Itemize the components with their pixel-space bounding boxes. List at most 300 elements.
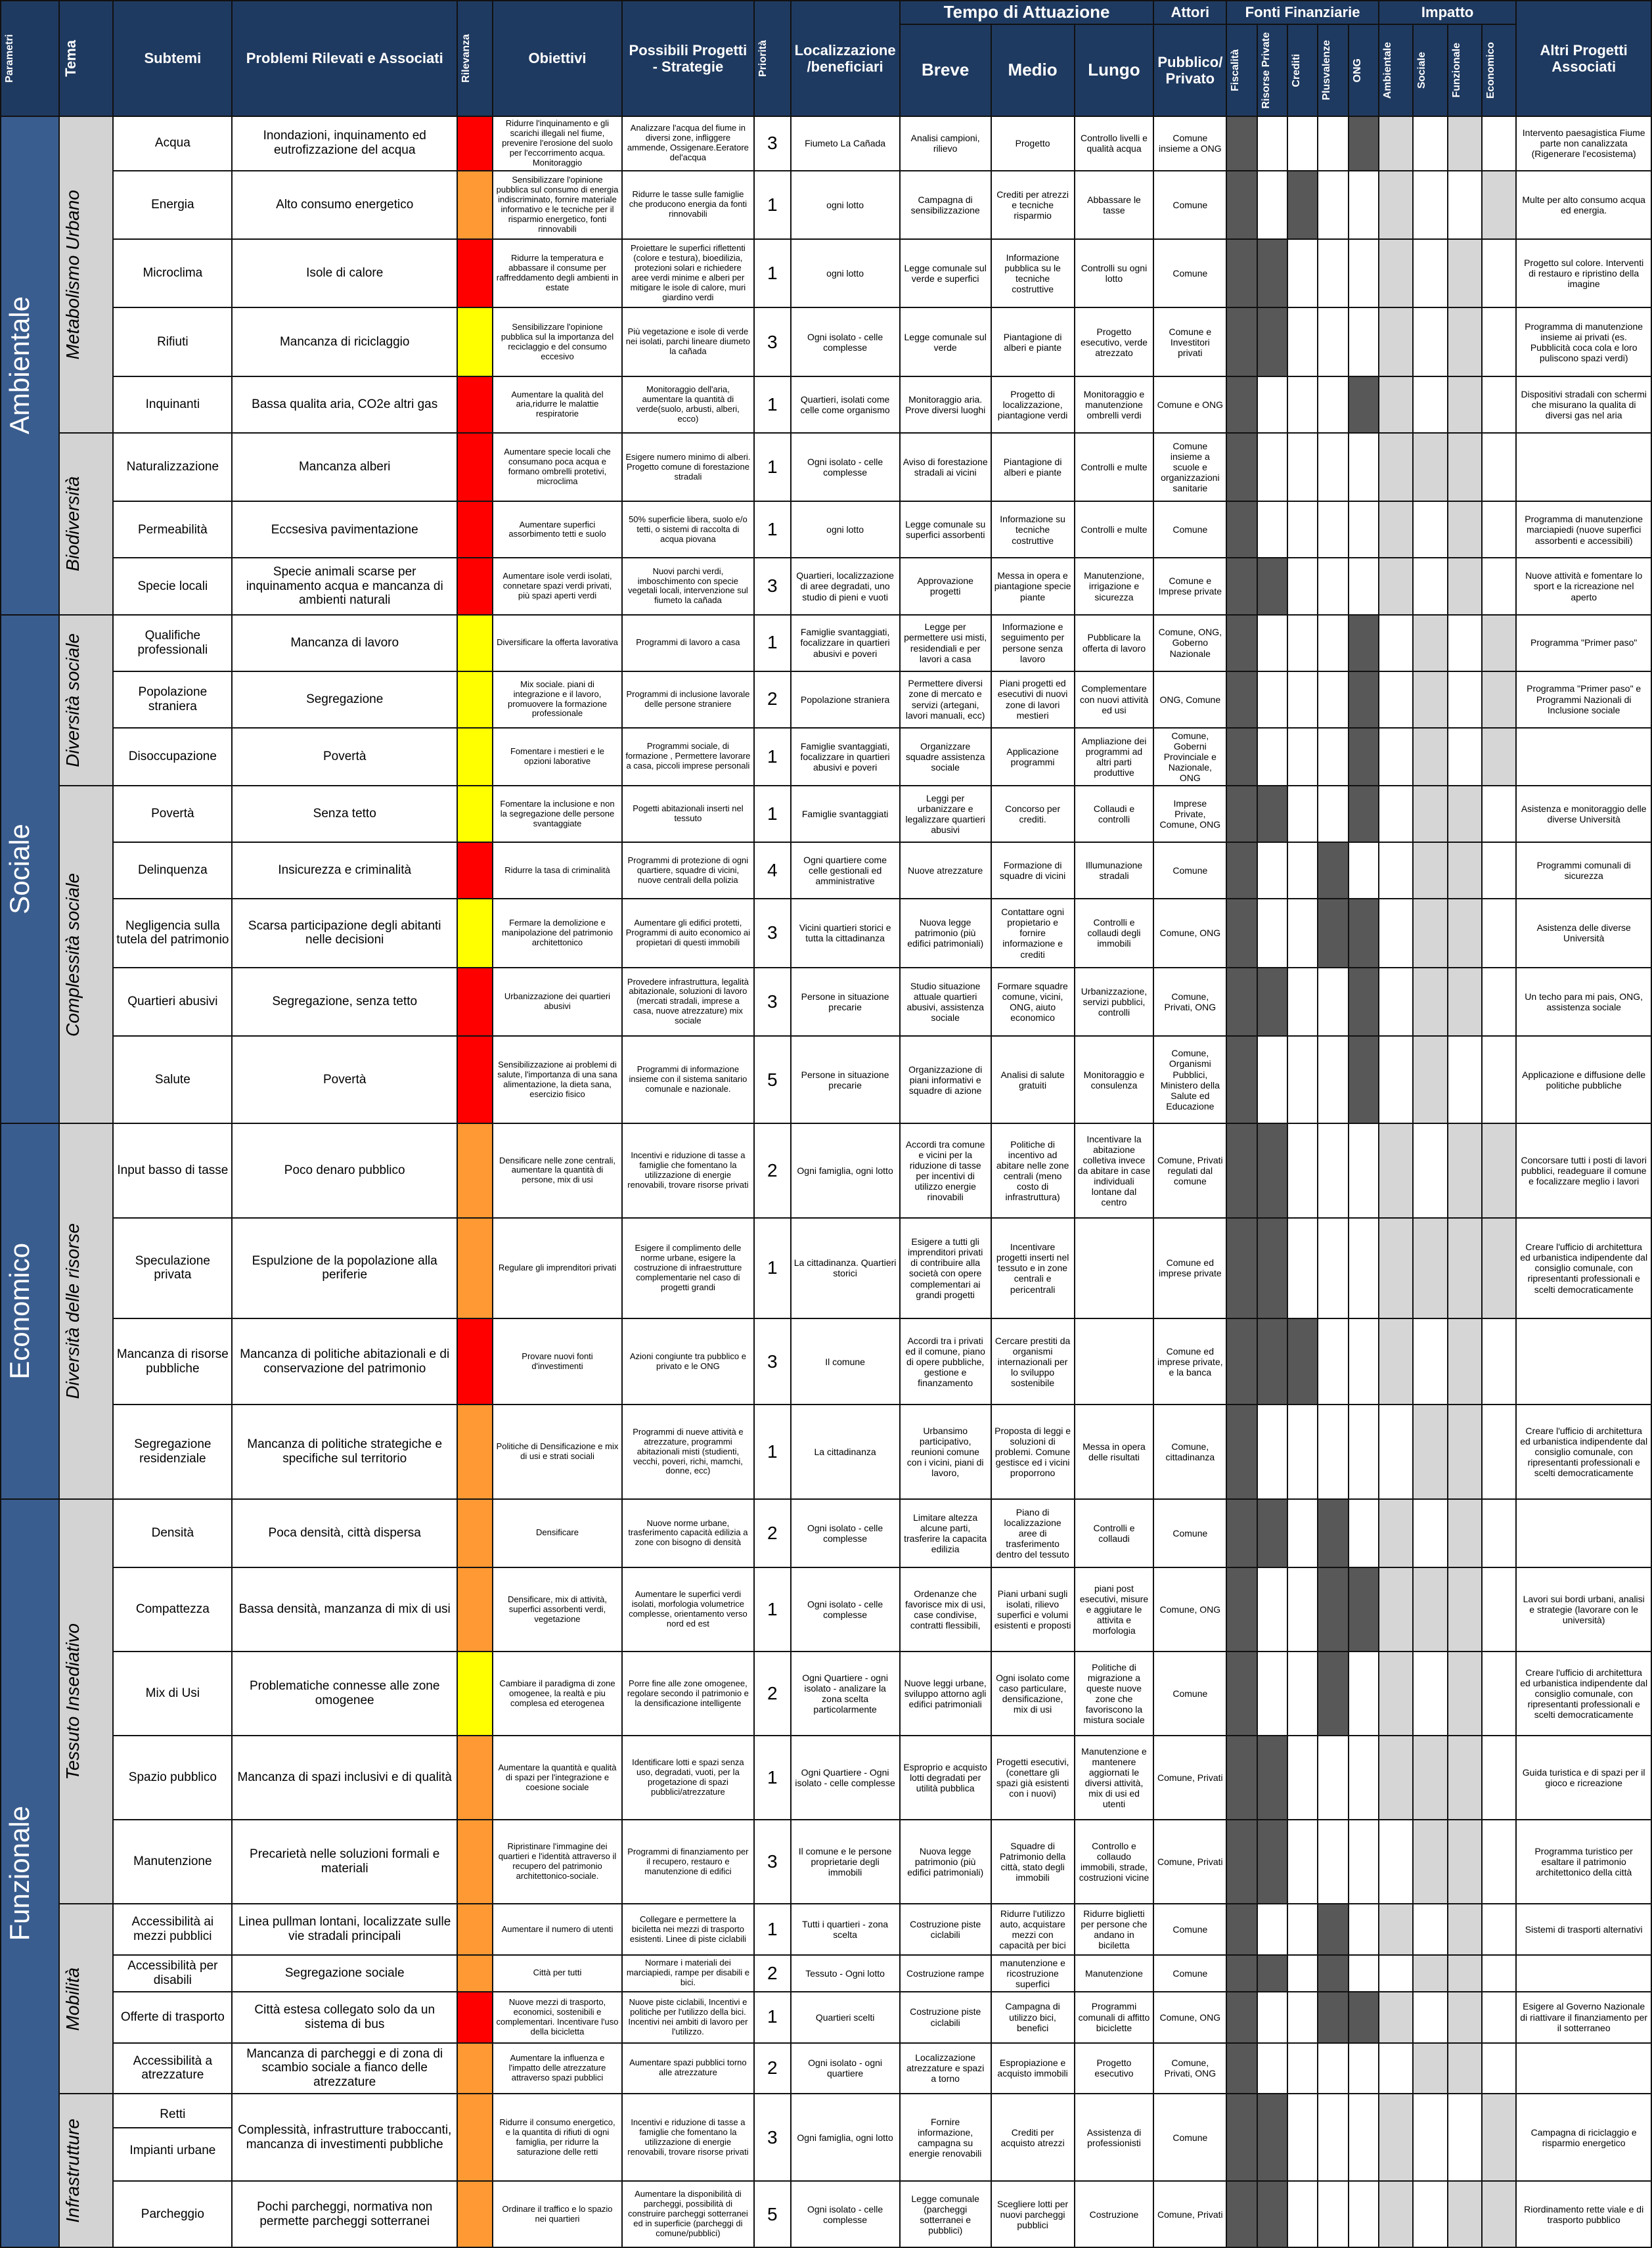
medio-cell: Analisi di salute gratuiti bbox=[991, 1036, 1075, 1123]
altri-progetti-cell: Asistenza e monitoraggio delle diverse Università bbox=[1516, 786, 1651, 842]
medio-cell: Progetti esecutivi, (conettare gli spazi già esistenti con i nuovi) bbox=[991, 1736, 1075, 1820]
impatto-ambientale-flag bbox=[1379, 1036, 1413, 1123]
impatto-funzionale-flag bbox=[1448, 728, 1482, 786]
fonte-crediti-flag bbox=[1287, 1123, 1318, 1217]
fonte-fiscalita-flag bbox=[1226, 2181, 1257, 2247]
fonte-crediti-flag bbox=[1287, 1904, 1318, 1955]
impatto-sociale-flag bbox=[1413, 728, 1447, 786]
fonte-risorse-flag bbox=[1257, 615, 1287, 671]
altri-progetti-cell: Campagna di riciclaggio e risparmio energetico bbox=[1516, 2094, 1651, 2181]
impatto-funzionale-flag bbox=[1448, 968, 1482, 1036]
medio-cell: Piani urbani sugli isolati, rilievo superfici e volumi esistenti e proposti bbox=[991, 1567, 1075, 1652]
impatto-economico-flag bbox=[1482, 239, 1516, 307]
impatto-ambientale-flag bbox=[1379, 728, 1413, 786]
header-pubblico: Pubblico/ Privato bbox=[1153, 24, 1226, 116]
impatto-funzionale-flag bbox=[1448, 307, 1482, 376]
fonte-risorse-flag bbox=[1257, 239, 1287, 307]
fonte-plusvalenze-flag bbox=[1318, 558, 1348, 614]
localizzazione-cell: Persone in situazione precarie bbox=[791, 1036, 900, 1123]
subtema-cell bbox=[113, 2094, 232, 2181]
impatto-sociale-flag bbox=[1413, 307, 1447, 376]
impatto-sociale-flag bbox=[1413, 2181, 1447, 2247]
impatto-funzionale-flag bbox=[1448, 1992, 1482, 2043]
table-row bbox=[1, 307, 1651, 376]
subtema-cell: Popolazione straniera bbox=[113, 671, 232, 728]
impatto-economico-flag bbox=[1482, 968, 1516, 1036]
fonte-fiscalita-flag bbox=[1226, 1036, 1257, 1123]
impatto-sociale-flag bbox=[1413, 116, 1447, 171]
impatto-sociale-flag bbox=[1413, 1736, 1447, 1820]
impatto-ambientale-flag bbox=[1379, 1499, 1413, 1567]
impatto-sociale-flag bbox=[1413, 1036, 1447, 1123]
fonte-crediti-flag bbox=[1287, 558, 1318, 614]
priorita-cell: 3 bbox=[754, 2094, 790, 2181]
problema-cell: Mancanza di riciclaggio bbox=[232, 307, 457, 376]
attori-cell: Comune e Investitori privati bbox=[1153, 307, 1226, 376]
fonte-plusvalenze-flag bbox=[1318, 899, 1348, 967]
problema-cell: Mancanza di parcheggi e di zona di scambio sociale a fianco delle atrezzature bbox=[232, 2043, 457, 2094]
impatto-sociale-flag bbox=[1413, 1992, 1447, 2043]
fonte-risorse-flag bbox=[1257, 433, 1287, 501]
fonte-plusvalenze-flag bbox=[1318, 1123, 1348, 1217]
impatto-ambientale-flag bbox=[1379, 501, 1413, 558]
impatto-economico-flag bbox=[1482, 1992, 1516, 2043]
altri-progetti-cell bbox=[1516, 2043, 1651, 2094]
impatto-sociale-flag bbox=[1413, 899, 1447, 967]
priorita-cell: 1 bbox=[754, 1992, 790, 2043]
impatto-sociale-flag bbox=[1413, 786, 1447, 842]
rilevanza-swatch bbox=[457, 1652, 493, 1736]
lungo-cell: Controlli su ogni lotto bbox=[1075, 239, 1154, 307]
lungo-cell: Manutenzione, irrigazione e sicurezza bbox=[1075, 558, 1154, 614]
problema-cell: Specie animali scarse per inquinamento acqua e mancanza di ambienti naturali bbox=[232, 558, 457, 614]
breve-cell: Legge comunale (parcheggi sotterranei e pubblici) bbox=[900, 2181, 991, 2247]
fonte-fiscalita-flag bbox=[1226, 376, 1257, 433]
altri-progetti-cell: Nuove attività e fomentare lo sport e la ricreazione nel aperto bbox=[1516, 558, 1651, 614]
subtema-cell: Accessibilità per disabili bbox=[113, 1955, 232, 1992]
fonte-plusvalenze-flag bbox=[1318, 501, 1348, 558]
table-row bbox=[1, 501, 1651, 558]
localizzazione-cell: Il comune e le persone proprietarie degli immobili bbox=[791, 1820, 900, 1904]
breve-cell: Fornire informazione, campagna su energie renovabili bbox=[900, 2094, 991, 2181]
fonte-ong-flag bbox=[1349, 671, 1379, 728]
table-row bbox=[1, 1218, 1651, 1319]
lungo-cell: Assistenza di professionisti bbox=[1075, 2094, 1154, 2181]
priorita-cell: 2 bbox=[754, 1499, 790, 1567]
subtema-cell: Rifiuti bbox=[113, 307, 232, 376]
localizzazione-cell: Tutti i quartieri - zona scelta bbox=[791, 1904, 900, 1955]
attori-cell: Comune, ONG, Goberno Nazionale bbox=[1153, 615, 1226, 671]
breve-cell: Organizzazione di piani informativi e squadre di azione bbox=[900, 1036, 991, 1123]
rilevanza-swatch bbox=[457, 728, 493, 786]
fonte-ong-flag bbox=[1349, 1405, 1379, 1498]
impatto-ambientale-flag bbox=[1379, 671, 1413, 728]
impatto-ambientale-flag bbox=[1379, 239, 1413, 307]
problema-cell: Inondazioni, inquinamento ed eutrofizzazione del acqua bbox=[232, 116, 457, 171]
param-cell-sociale bbox=[1, 615, 59, 1124]
impatto-economico-flag bbox=[1482, 1820, 1516, 1904]
obiettivo-cell: Ridurre il consumo energetico, e la quantita di rifiuti di ogni famiglia, per ridurre la saturazione delle retti bbox=[493, 2094, 621, 2181]
progetto-cell: Azioni congiunte tra pubblico e privato e le ONG bbox=[622, 1318, 754, 1405]
priorita-cell: 2 bbox=[754, 1652, 790, 1736]
tema-label: Mobilità bbox=[62, 1967, 83, 2031]
progetto-cell: Incentivi e riduzione di tasse a famiglie che fomentano la utilizzazione di energie renovabili, trovare risorse privati bbox=[622, 2094, 754, 2181]
priorita-cell: 1 bbox=[754, 501, 790, 558]
impatto-ambientale-flag bbox=[1379, 1567, 1413, 1652]
fonte-risorse-flag bbox=[1257, 1820, 1287, 1904]
impatto-economico-flag bbox=[1482, 842, 1516, 899]
fonte-ong-flag bbox=[1349, 1123, 1379, 1217]
impatto-ambientale-flag bbox=[1379, 786, 1413, 842]
attori-cell: Comune, Privati bbox=[1153, 1820, 1226, 1904]
lungo-cell: Manutenzione bbox=[1075, 1955, 1154, 1992]
localizzazione-cell: Fiumeto La Cañada bbox=[791, 116, 900, 171]
table-row bbox=[1, 1405, 1651, 1498]
table-row bbox=[1, 1652, 1651, 1736]
progetto-cell: Incentivi e riduzione di tasse a famiglie che fomentano la utilizzazione di energie renovabili, trovare risorse privati bbox=[622, 1123, 754, 1217]
impatto-economico-flag bbox=[1482, 1405, 1516, 1498]
obiettivo-cell: Densificare nelle zone centrali, aumentare la quantità di persone, mix di usi bbox=[493, 1123, 621, 1217]
fonte-risorse-flag bbox=[1257, 1405, 1287, 1498]
impatto-sociale-flag bbox=[1413, 239, 1447, 307]
localizzazione-cell: Ogni famiglia, ogni lotto bbox=[791, 2094, 900, 2181]
fonte-fiscalita-flag bbox=[1226, 842, 1257, 899]
impatto-economico-flag bbox=[1482, 1567, 1516, 1652]
fonte-crediti-flag bbox=[1287, 501, 1318, 558]
fonte-fiscalita-flag bbox=[1226, 899, 1257, 967]
impatto-funzionale-flag bbox=[1448, 2181, 1482, 2247]
impatto-sociale-flag bbox=[1413, 1567, 1447, 1652]
obiettivo-cell: Aumentare il numero di utenti bbox=[493, 1904, 621, 1955]
fonte-plusvalenze-flag bbox=[1318, 1736, 1348, 1820]
progetto-cell: Aumentare gli edifici protetti, Programmi di auito economico ai propietari di questi immobili bbox=[622, 899, 754, 967]
fonte-risorse-flag bbox=[1257, 1992, 1287, 2043]
medio-cell: Crediti per atrezzi e tecniche risparmio bbox=[991, 171, 1075, 239]
lungo-cell: Collaudi e controlli bbox=[1075, 786, 1154, 842]
fonte-crediti-flag bbox=[1287, 786, 1318, 842]
altri-progetti-cell: Programma di manutenzione marciapiedi (nuove superfici assorbenti e accessibili) bbox=[1516, 501, 1651, 558]
medio-cell: Informazione su tecniche costruttive bbox=[991, 501, 1075, 558]
impatto-ambientale-flag bbox=[1379, 2181, 1413, 2247]
priorita-cell: 5 bbox=[754, 1036, 790, 1123]
impatto-sociale-flag bbox=[1413, 376, 1447, 433]
fonte-risorse-flag bbox=[1257, 1736, 1287, 1820]
tema-cell-mobilita bbox=[59, 1904, 114, 2094]
impatto-economico-flag bbox=[1482, 1123, 1516, 1217]
lungo-cell: Controlli e collaudi bbox=[1075, 1499, 1154, 1567]
lungo-cell: Pubblicare la offerta di lavoro bbox=[1075, 615, 1154, 671]
impatto-funzionale-flag bbox=[1448, 899, 1482, 967]
progetto-cell: Programmi di finanziamento per il recupero, restauro e manutenzione di edifici bbox=[622, 1820, 754, 1904]
attori-cell: Comune bbox=[1153, 1499, 1226, 1567]
header-lungo: Lungo bbox=[1075, 24, 1154, 116]
lungo-cell: Complementare con nuovi attività ed usi bbox=[1075, 671, 1154, 728]
impatto-sociale-flag bbox=[1413, 671, 1447, 728]
rilevanza-swatch bbox=[457, 2094, 493, 2181]
header-rilevanza: Rilevanza bbox=[457, 1, 493, 116]
param-label: Funzionale bbox=[4, 1805, 35, 1941]
impatto-sociale-flag bbox=[1413, 1405, 1447, 1498]
impatto-funzionale-flag bbox=[1448, 1405, 1482, 1498]
problema-cell: Mancanza di politiche abitazionali e di conservazione del patrimonio bbox=[232, 1318, 457, 1405]
fonte-plusvalenze-flag bbox=[1318, 116, 1348, 171]
table-row bbox=[1, 728, 1651, 786]
fonte-plusvalenze-flag bbox=[1318, 2094, 1348, 2181]
tema-cell-diversita_sociale bbox=[59, 615, 114, 786]
impatto-sociale-flag bbox=[1413, 1499, 1447, 1567]
problema-cell: Mancanza di politiche strategiche e specifiche sul territorio bbox=[232, 1405, 457, 1498]
altri-progetti-cell: Sistemi di trasporti alternativi bbox=[1516, 1904, 1651, 1955]
problema-cell: Mancanza alberi bbox=[232, 433, 457, 501]
impatto-economico-flag bbox=[1482, 1652, 1516, 1736]
subtema-cell: Microclima bbox=[113, 239, 232, 307]
progetto-cell: Programmi di protezione di ogni quartiere, squadre di vicini, nuove centrali della polizia bbox=[622, 842, 754, 899]
fonte-risorse-flag bbox=[1257, 671, 1287, 728]
lungo-cell: Progetto esecutivo, verde atrezzato bbox=[1075, 307, 1154, 376]
impatto-funzionale-flag bbox=[1448, 1820, 1482, 1904]
attori-cell: Comune, Goberni Provinciale e Nazionale, ONG bbox=[1153, 728, 1226, 786]
fonte-fiscalita-flag bbox=[1226, 558, 1257, 614]
impatto-ambientale-flag bbox=[1379, 307, 1413, 376]
fonte-fiscalita-flag bbox=[1226, 1736, 1257, 1820]
problema-cell: Senza tetto bbox=[232, 786, 457, 842]
problema-cell: Segregazione, senza tetto bbox=[232, 968, 457, 1036]
fonte-crediti-flag bbox=[1287, 433, 1318, 501]
rilevanza-swatch bbox=[457, 116, 493, 171]
fonte-plusvalenze-flag bbox=[1318, 239, 1348, 307]
breve-cell: Nuova legge patrimonio (più edifici patrimoniali) bbox=[900, 1820, 991, 1904]
impatto-ambientale-flag bbox=[1379, 1123, 1413, 1217]
rilevanza-swatch bbox=[457, 1036, 493, 1123]
fonte-ong-flag bbox=[1349, 842, 1379, 899]
impatto-ambientale-flag bbox=[1379, 1405, 1413, 1498]
medio-cell: Informazione pubblica su le tecniche costruttive bbox=[991, 239, 1075, 307]
param-label: Ambientale bbox=[4, 296, 35, 435]
fonte-fiscalita-flag bbox=[1226, 116, 1257, 171]
problema-cell: Povertà bbox=[232, 728, 457, 786]
fonte-ong-flag bbox=[1349, 1992, 1379, 2043]
tema-cell-biodiversita bbox=[59, 433, 114, 615]
altri-progetti-cell bbox=[1516, 728, 1651, 786]
fonte-risorse-flag bbox=[1257, 786, 1287, 842]
fonte-risorse-flag bbox=[1257, 2094, 1287, 2181]
matrix-body bbox=[1, 116, 1651, 2247]
fonte-crediti-flag bbox=[1287, 376, 1318, 433]
breve-cell: Localizzazione atrezzature e spazi a torno bbox=[900, 2043, 991, 2094]
tema-label: Infrastrutture bbox=[62, 2118, 83, 2223]
impatto-economico-flag bbox=[1482, 899, 1516, 967]
breve-cell: Legge comunale su superfici assorbenti bbox=[900, 501, 991, 558]
impatto-economico-flag bbox=[1482, 171, 1516, 239]
rilevanza-swatch bbox=[457, 1955, 493, 1992]
fonte-crediti-flag bbox=[1287, 842, 1318, 899]
lungo-cell: Ridurre biglietti per persone che andano in biciletta bbox=[1075, 1904, 1154, 1955]
attori-cell: Comune insieme a ONG bbox=[1153, 116, 1226, 171]
attori-cell: Comune bbox=[1153, 842, 1226, 899]
fonte-plusvalenze-flag bbox=[1318, 1499, 1348, 1567]
progetto-cell: Nuove norme urbane, trasferimento capacità edilizia a zone con bisogno di densità bbox=[622, 1499, 754, 1567]
fonte-risorse-flag bbox=[1257, 2181, 1287, 2247]
fonte-ong-flag bbox=[1349, 433, 1379, 501]
fonte-ong-flag bbox=[1349, 116, 1379, 171]
localizzazione-cell: ogni lotto bbox=[791, 171, 900, 239]
fonte-ong-flag bbox=[1349, 239, 1379, 307]
impatto-sociale-flag bbox=[1413, 558, 1447, 614]
impatto-funzionale-flag bbox=[1448, 842, 1482, 899]
priorita-cell: 3 bbox=[754, 899, 790, 967]
medio-cell: Crediti per acquisto atrezzi bbox=[991, 2094, 1075, 2181]
breve-cell: Aviso di forestazione stradali ai vicini bbox=[900, 433, 991, 501]
table-row bbox=[1, 1955, 1651, 1992]
localizzazione-cell: Ogni isolato - celle complesse bbox=[791, 307, 900, 376]
problema-cell: Eccsesiva pavimentazione bbox=[232, 501, 457, 558]
table-row bbox=[1, 968, 1651, 1036]
fonte-risorse-flag bbox=[1257, 1904, 1287, 1955]
fonte-plusvalenze-flag bbox=[1318, 1992, 1348, 2043]
priorita-cell: 1 bbox=[754, 433, 790, 501]
breve-cell: Esigere a tutti gli imprenditori privati di contribuire alla società con opere complementari ai grandi progetti bbox=[900, 1218, 991, 1319]
fonte-crediti-flag bbox=[1287, 671, 1318, 728]
fonte-risorse-flag bbox=[1257, 899, 1287, 967]
fonte-fiscalita-flag bbox=[1226, 1318, 1257, 1405]
param-cell-ambientale bbox=[1, 116, 59, 615]
attori-cell: Comune bbox=[1153, 239, 1226, 307]
fonte-fiscalita-flag bbox=[1226, 1405, 1257, 1498]
fonte-plusvalenze-flag bbox=[1318, 171, 1348, 239]
obiettivo-cell: Ridurre la tasa di criminalità bbox=[493, 842, 621, 899]
medio-cell: Messa in opera e piantagione specie piante bbox=[991, 558, 1075, 614]
fonte-fiscalita-flag bbox=[1226, 671, 1257, 728]
fonte-fiscalita-flag bbox=[1226, 786, 1257, 842]
fonte-crediti-flag bbox=[1287, 1318, 1318, 1405]
tema-cell-tessuto bbox=[59, 1499, 114, 1904]
breve-cell: Legge per permettere usi misti, residendiali e per lavori a casa bbox=[900, 615, 991, 671]
obiettivo-cell: Fermare la demolizione e manipolazione del patrimonio architettonico bbox=[493, 899, 621, 967]
priorita-cell: 2 bbox=[754, 1123, 790, 1217]
localizzazione-cell: Ogni Quartiere - Ogni isolato - celle complesse bbox=[791, 1736, 900, 1820]
subtema-cell: Delinquenza bbox=[113, 842, 232, 899]
table-row bbox=[1, 2181, 1651, 2247]
attori-cell: Comune ed imprese private bbox=[1153, 1218, 1226, 1319]
impatto-sociale-flag bbox=[1413, 433, 1447, 501]
subtema-cell: Povertà bbox=[113, 786, 232, 842]
obiettivo-cell: Aumentare specie locali che consumano poca acqua e formano ombrelli protetivi, microclima bbox=[493, 433, 621, 501]
obiettivo-cell: Fomentare la inclusione e non la segregazione delle persone svantaggiate bbox=[493, 786, 621, 842]
impatto-sociale-flag bbox=[1413, 1218, 1447, 1319]
progetto-cell: Più vegetazione e isole di verde nei isolati, parchi lineare diumeto la cañada bbox=[622, 307, 754, 376]
altri-progetti-cell: Creare l'ufficio di architettura ed urbanistica indipendente dal consiglio comunale, con ripresentanti professionali e scelti democraticamente bbox=[1516, 1405, 1651, 1498]
lungo-cell: Illumunazione stradali bbox=[1075, 842, 1154, 899]
tema-label: Tessuto Insediativo bbox=[62, 1623, 83, 1780]
header-attori: Attori bbox=[1153, 1, 1226, 24]
lungo-cell: Abbassare le tasse bbox=[1075, 171, 1154, 239]
fonte-crediti-flag bbox=[1287, 1218, 1318, 1319]
fonte-fiscalita-flag bbox=[1226, 501, 1257, 558]
altri-progetti-cell: Programma turistico per esaltare il patrimonio architettonico della città bbox=[1516, 1820, 1651, 1904]
rilevanza-swatch bbox=[457, 1318, 493, 1405]
problema-cell: Mancanza di spazi inclusivi e di qualità bbox=[232, 1736, 457, 1820]
fonte-crediti-flag bbox=[1287, 1405, 1318, 1498]
fonte-ong-flag bbox=[1349, 1036, 1379, 1123]
attori-cell: Comune, Organismi Pubblici, Ministero della Salute ed Educazione bbox=[1153, 1036, 1226, 1123]
fonte-risorse-flag bbox=[1257, 1652, 1287, 1736]
rilevanza-swatch bbox=[457, 1218, 493, 1319]
impatto-ambientale-flag bbox=[1379, 968, 1413, 1036]
fonte-crediti-flag bbox=[1287, 2181, 1318, 2247]
medio-cell: Contattare ogni propietario e fornire informazione e crediti bbox=[991, 899, 1075, 967]
localizzazione-cell: Ogni isolato - celle complesse bbox=[791, 2181, 900, 2247]
impatto-economico-flag bbox=[1482, 2181, 1516, 2247]
lungo-cell: Controlli e multe bbox=[1075, 501, 1154, 558]
fonte-fiscalita-flag bbox=[1226, 1218, 1257, 1319]
attori-cell: Comune bbox=[1153, 1652, 1226, 1736]
localizzazione-cell: ogni lotto bbox=[791, 501, 900, 558]
medio-cell: manutenzione e ricostruzione superfici bbox=[991, 1955, 1075, 1992]
obiettivo-cell: Aumentare la quantità e qualità di spazi per l'integrazione e coesione sociale bbox=[493, 1736, 621, 1820]
fonte-risorse-flag bbox=[1257, 376, 1287, 433]
impatto-ambientale-flag bbox=[1379, 2043, 1413, 2094]
progetto-cell: Esigere numero minimo di alberi. Progetto comune di forestazione stradali bbox=[622, 433, 754, 501]
fonte-plusvalenze-flag bbox=[1318, 615, 1348, 671]
rilevanza-swatch bbox=[457, 1123, 493, 1217]
impatto-ambientale-flag bbox=[1379, 1955, 1413, 1992]
rilevanza-swatch bbox=[457, 433, 493, 501]
fonte-risorse-flag bbox=[1257, 1218, 1287, 1319]
breve-cell: Limitare altezza alcune parti, trasferire la capacita edilizia bbox=[900, 1499, 991, 1567]
breve-cell: Accordi tra i privati ed il comune, piano di opere pubbliche, gestione e finanzamento bbox=[900, 1318, 991, 1405]
impatto-economico-flag bbox=[1482, 1904, 1516, 1955]
fonte-crediti-flag bbox=[1287, 307, 1318, 376]
impatto-ambientale-flag bbox=[1379, 899, 1413, 967]
tema-label: Biodiversità bbox=[62, 476, 83, 572]
impatto-funzionale-flag bbox=[1448, 1318, 1482, 1405]
localizzazione-cell: Famiglie svantaggiati, focalizzare in quartieri abusivi e poveri bbox=[791, 728, 900, 786]
fonte-crediti-flag bbox=[1287, 1736, 1318, 1820]
fonte-risorse-flag bbox=[1257, 1036, 1287, 1123]
fonte-plusvalenze-flag bbox=[1318, 1820, 1348, 1904]
fonte-ong-flag bbox=[1349, 2043, 1379, 2094]
priorita-cell: 3 bbox=[754, 116, 790, 171]
progetto-cell: Pogetti abitazionali inserti nel tessuto bbox=[622, 786, 754, 842]
lungo-cell: piani post esecutivi, misure e aggiutare le attivita e morfologia bbox=[1075, 1567, 1154, 1652]
obiettivo-cell: Regulare gli imprenditori privati bbox=[493, 1218, 621, 1319]
header-fiscalita: Fiscalità bbox=[1226, 24, 1257, 116]
breve-cell: Costruzione piste ciclabili bbox=[900, 1992, 991, 2043]
subtema-label: Impianti urbane bbox=[129, 2143, 216, 2157]
subtema-cell: Disoccupazione bbox=[113, 728, 232, 786]
altri-progetti-cell: Concorsare tutti i posti di lavori pubblici, readeguare il comune e focalizzare meglio i lavori bbox=[1516, 1123, 1651, 1217]
subtema-cell: Salute bbox=[113, 1036, 232, 1123]
fonte-ong-flag bbox=[1349, 558, 1379, 614]
impatto-funzionale-flag bbox=[1448, 786, 1482, 842]
impatto-ambientale-flag bbox=[1379, 171, 1413, 239]
header-fonti: Fonti Finanziarie bbox=[1226, 1, 1379, 24]
rilevanza-swatch bbox=[457, 842, 493, 899]
progetto-cell: Porre fine alle zone omogenee, regolare secondo il patrimonio e la densificazione intelligente bbox=[622, 1652, 754, 1736]
table-row bbox=[1, 1820, 1651, 1904]
fonte-risorse-flag bbox=[1257, 842, 1287, 899]
lungo-cell: Manutenzione e mantenere aggiornati le diversi attività, mix di usi ed utenti bbox=[1075, 1736, 1154, 1820]
rilevanza-swatch bbox=[457, 899, 493, 967]
localizzazione-cell: ogni lotto bbox=[791, 239, 900, 307]
breve-cell: Nuove leggi urbane, sviluppo attorno agli edifici patrimoniali bbox=[900, 1652, 991, 1736]
priorita-cell: 1 bbox=[754, 615, 790, 671]
subtema-cell: Spazio pubblico bbox=[113, 1736, 232, 1820]
attori-cell: Comune bbox=[1153, 171, 1226, 239]
altri-progetti-cell: Creare l'ufficio di architettura ed urbanistica indipendente dal consiglio comunale, con ripresentanti professionali e scelti democraticamente bbox=[1516, 1652, 1651, 1736]
obiettivo-cell: Aumentare la influenza e l'impatto delle atrezzature attraverso spazi pubblici bbox=[493, 2043, 621, 2094]
impatto-economico-flag bbox=[1482, 615, 1516, 671]
